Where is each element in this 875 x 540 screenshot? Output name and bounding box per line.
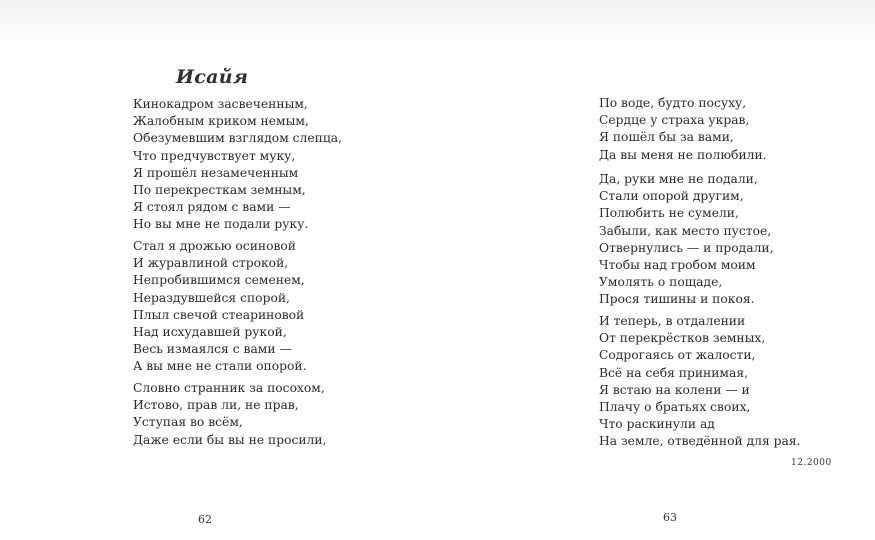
poem-line: Я встаю на колени — и [599, 382, 750, 397]
stanza-5 [599, 171, 774, 309]
poem-line: Стал я дрожью осиновой [133, 239, 297, 253]
page-number: 63 [663, 511, 677, 524]
poem-line: По перекресткам земным, [133, 183, 306, 198]
poem-line: Непробившимся семенем, [133, 273, 305, 288]
poem-line: Я стоял рядом с вами — [133, 200, 291, 215]
stanza-6 [599, 313, 801, 451]
poem-line: Всё на себя принимая, [599, 365, 748, 380]
poem-line: От перекрёстков земных, [599, 331, 766, 346]
poem-date: 12.2000 [791, 458, 832, 468]
poem-line: Содрогаясь от жалости, [599, 348, 756, 363]
poem-line: Что предчувствует муку, [133, 148, 296, 163]
poem-line: Кинокадром засвеченным, [133, 97, 308, 111]
poem-line: Я пошёл бы за вами, [599, 130, 734, 145]
poem-line: Истово, прав ли, не прав, [133, 398, 299, 413]
poem-line: Но вы мне не подали руку. [133, 217, 309, 232]
poem-line: Словно странник за посохом, [133, 381, 325, 395]
poem-line: Да вы меня не полюбили. [599, 147, 767, 162]
page-number: 62 [198, 513, 212, 526]
poem-line: Чтобы над гробом моим [599, 258, 756, 273]
poem-line: И теперь, в отдалении [599, 314, 746, 328]
poem-line: Да, руки мне не подали, [599, 172, 758, 186]
poem-line: Забыли, как место пустое, [599, 223, 772, 238]
left-page [0, 0, 437, 540]
poem-line: Что раскинули ад [599, 417, 715, 432]
poem-line: Я прошёл незамеченным [133, 165, 299, 180]
poem-line: Весь измаялся с вами — [133, 342, 292, 357]
poem-line: Отвернулись — и продали, [599, 240, 774, 255]
poem-line: Даже если бы вы не просили, [133, 432, 327, 447]
stanza-1 [133, 96, 342, 234]
poem-line: Полюбить не сумели, [599, 206, 739, 221]
poem-line: Плачу о братьях своих, [599, 400, 751, 415]
poem-line: Стали опорой другим, [599, 189, 744, 204]
poem-line: А вы мне не стали опорой. [133, 359, 307, 374]
poem-line: Жалобным криком немым, [133, 114, 309, 129]
poem-line: И журавлиной строкой, [133, 256, 289, 271]
poem-line: Обезумевшим взглядом слепца, [133, 131, 342, 146]
poem-title: Исайя [176, 66, 249, 88]
poem-line: Плыл свечой стеариновой [133, 307, 305, 322]
poem-line: Сердце у страха украв, [599, 113, 750, 128]
poem-line: Нераздувшейся спорой, [133, 290, 290, 305]
stanza-3 [133, 380, 326, 449]
poem-line: По воде, будто посуху, [599, 96, 747, 110]
stanza-4 [599, 95, 767, 164]
poem-line: Над исхудавшей рукой, [133, 325, 287, 340]
poem-line: Прося тишины и покоя. [599, 292, 755, 307]
right-page [437, 0, 875, 540]
poem-line: Уступая во всём, [133, 415, 243, 430]
poem-line: Умолять о пощаде, [599, 275, 723, 290]
poem-line: На земле, отведённой для рая. [599, 434, 801, 449]
stanza-2 [133, 238, 307, 376]
